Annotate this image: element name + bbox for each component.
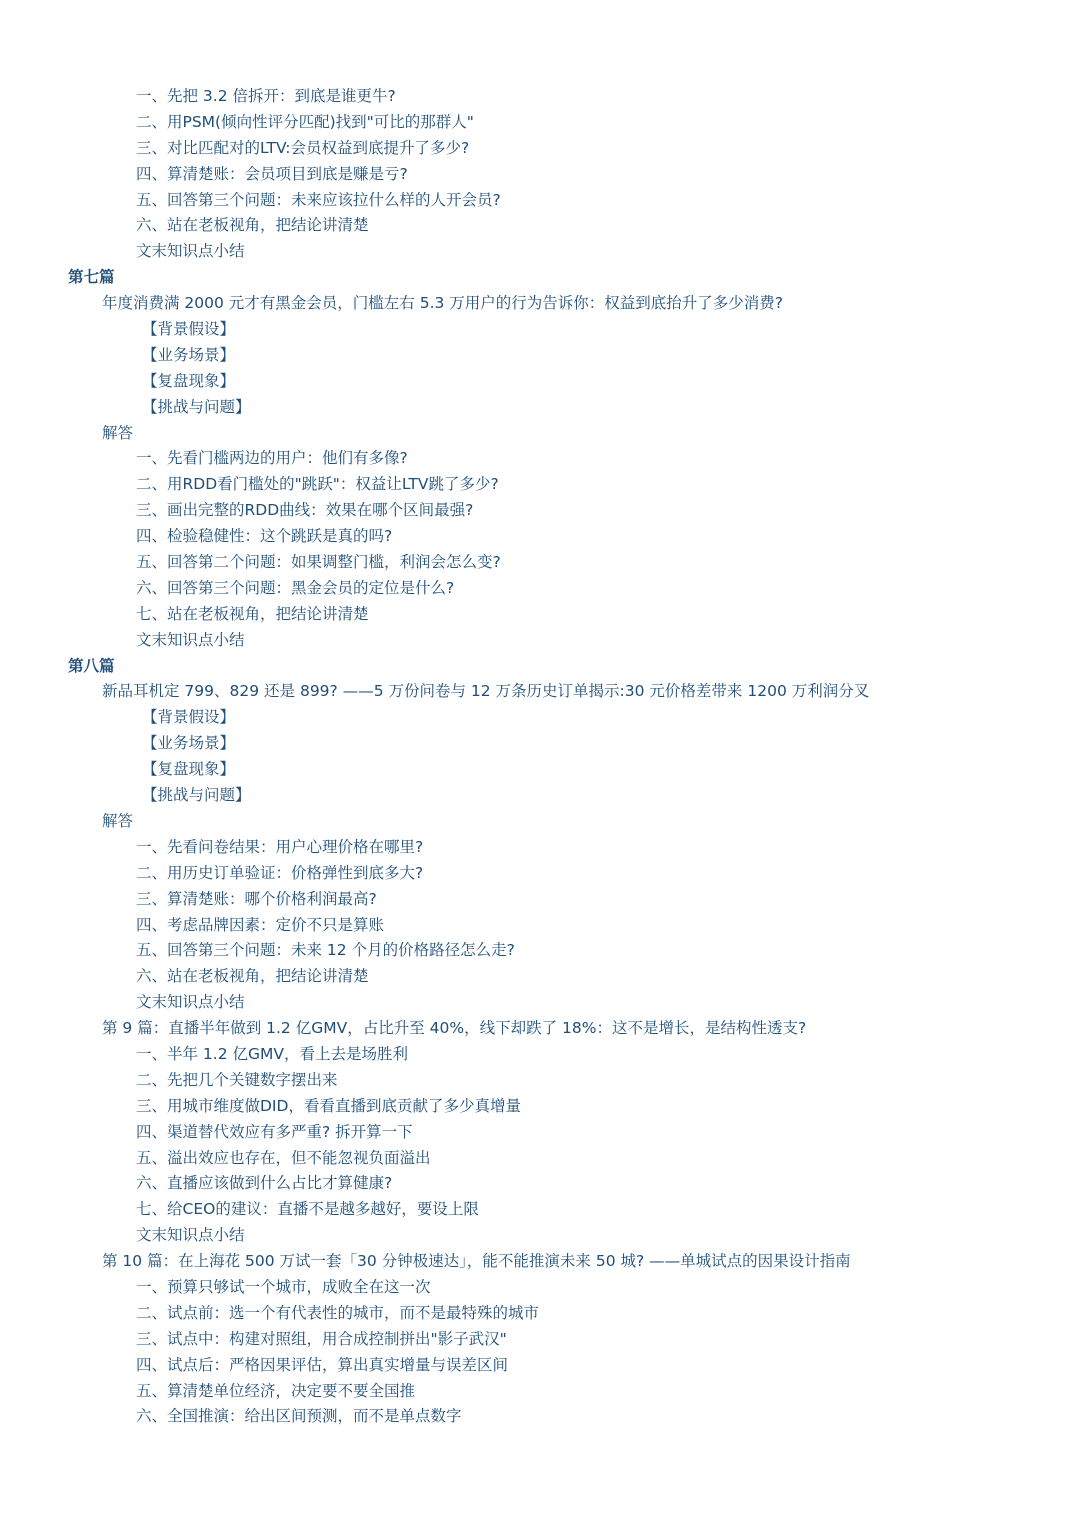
section-heading: 第八篇 [68,656,115,675]
toc-item: 【背景假设】 [142,320,236,339]
toc-item: 五、回答第三个问题：未来 12 个月的价格路径怎么走? [136,941,515,960]
toc-item: 【挑战与问题】 [142,397,251,416]
toc-item: 三、用城市维度做DID，看看直播到底贡献了多少真增量 [136,1096,521,1115]
toc-item: 三、算清楚账：哪个价格利润最高? [136,889,377,908]
toc-item: 二、试点前：选一个有代表性的城市，而不是最特殊的城市 [136,1303,540,1322]
article-title: 解答 [102,811,134,830]
toc-item: 六、站在老板视角，把结论讲清楚 [136,967,369,986]
toc-item: 六、全国推演：给出区间预测，而不是单点数字 [136,1407,462,1426]
toc-item: 四、试点后：严格因果评估，算出真实增量与误差区间 [136,1355,509,1374]
toc-item: 文末知识点小结 [136,1226,245,1245]
toc-item: 一、先看门槛两边的用户：他们有多像? [136,449,408,468]
toc-item: 【背景假设】 [142,708,236,727]
toc-item: 二、先把几个关键数字摆出来 [136,1070,338,1089]
toc-item: 三、试点中：构建对照组，用合成控制拼出"影子武汉" [136,1329,507,1348]
article-title: 新品耳机定 799、829 还是 899? ——5 万份问卷与 12 万条历史订单揭示:30 元价格差带来 1200 万利润分叉 [102,682,870,701]
toc-item: 五、回答第三个问题：未来应该拉什么样的人开会员? [136,190,501,209]
toc-item: 【业务场景】 [142,734,236,753]
toc-item: 三、画出完整的RDD曲线：效果在哪个区间最强? [136,501,474,520]
toc-item: 文末知识点小结 [136,993,245,1012]
toc-item: 四、检验稳健性：这个跳跃是真的吗? [136,527,393,546]
toc-item: 五、算清楚单位经济，决定要不要全国推 [136,1381,416,1400]
section-heading: 第七篇 [68,268,115,287]
toc-item: 一、先把 3.2 倍拆开：到底是谁更牛? [136,87,396,105]
toc-item: 五、回答第二个问题：如果调整门槛，利润会怎么变? [136,553,501,572]
toc-item: 六、直播应该做到什么占比才算健康? [136,1174,393,1193]
article-title: 年度消费满 2000 元才有黑金会员，门槛左右 5.3 万用户的行为告诉你：权益到底抬升了多少消费? [102,294,784,313]
toc-item: 二、用历史订单验证：价格弹性到底多大? [136,863,424,882]
toc-item: 二、用RDD看门槛处的"跳跃"：权益让LTV跳了多少? [136,475,499,494]
toc-item: 五、溢出效应也存在，但不能忽视负面溢出 [136,1148,431,1167]
toc-item: 文末知识点小结 [136,242,245,261]
toc-item: 一、先看问卷结果：用户心理价格在哪里? [136,837,424,856]
toc-item: 一、半年 1.2 亿GMV，看上去是场胜利 [136,1044,408,1063]
toc-item: 【复盘现象】 [142,760,236,779]
article-title: 第 10 篇：在上海花 500 万试一套「30 分钟极速达」，能不能推演未来 50 城? ——单城试点的因果设计指南 [102,1252,851,1271]
toc-item: 六、回答第三个问题：黑金会员的定位是什么? [136,578,455,597]
toc-item: 四、渠道替代效应有多严重? 拆开算一下 [136,1122,413,1141]
toc-item: 文末知识点小结 [136,630,245,649]
article-title: 解答 [102,423,134,442]
toc-item: 二、用PSM(倾向性评分匹配)找到"可比的那群人" [136,112,474,131]
toc-item: 一、预算只够试一个城市，成败全在这一次 [136,1277,431,1296]
toc-item: 【挑战与问题】 [142,786,251,805]
table-of-contents [0,84,1080,1430]
toc-item: 四、算清楚账：会员项目到底是赚是亏? [136,164,408,183]
toc-item: 七、给CEO的建议：直播不是越多越好，要设上限 [136,1200,479,1219]
toc-item: 【业务场景】 [142,345,236,364]
toc-item: 七、站在老板视角，把结论讲清楚 [136,604,369,623]
article-title: 第 9 篇：直播半年做到 1.2 亿GMV，占比升至 40%，线下却跌了 18%：这不是增长，是结构性透支? [102,1019,807,1038]
toc-item: 四、考虑品牌因素：定价不只是算账 [136,915,385,934]
toc-item: 六、站在老板视角，把结论讲清楚 [136,216,369,235]
toc-item: 三、对比匹配对的LTV:会员权益到底提升了多少? [136,138,470,157]
toc-item: 【复盘现象】 [142,371,236,390]
